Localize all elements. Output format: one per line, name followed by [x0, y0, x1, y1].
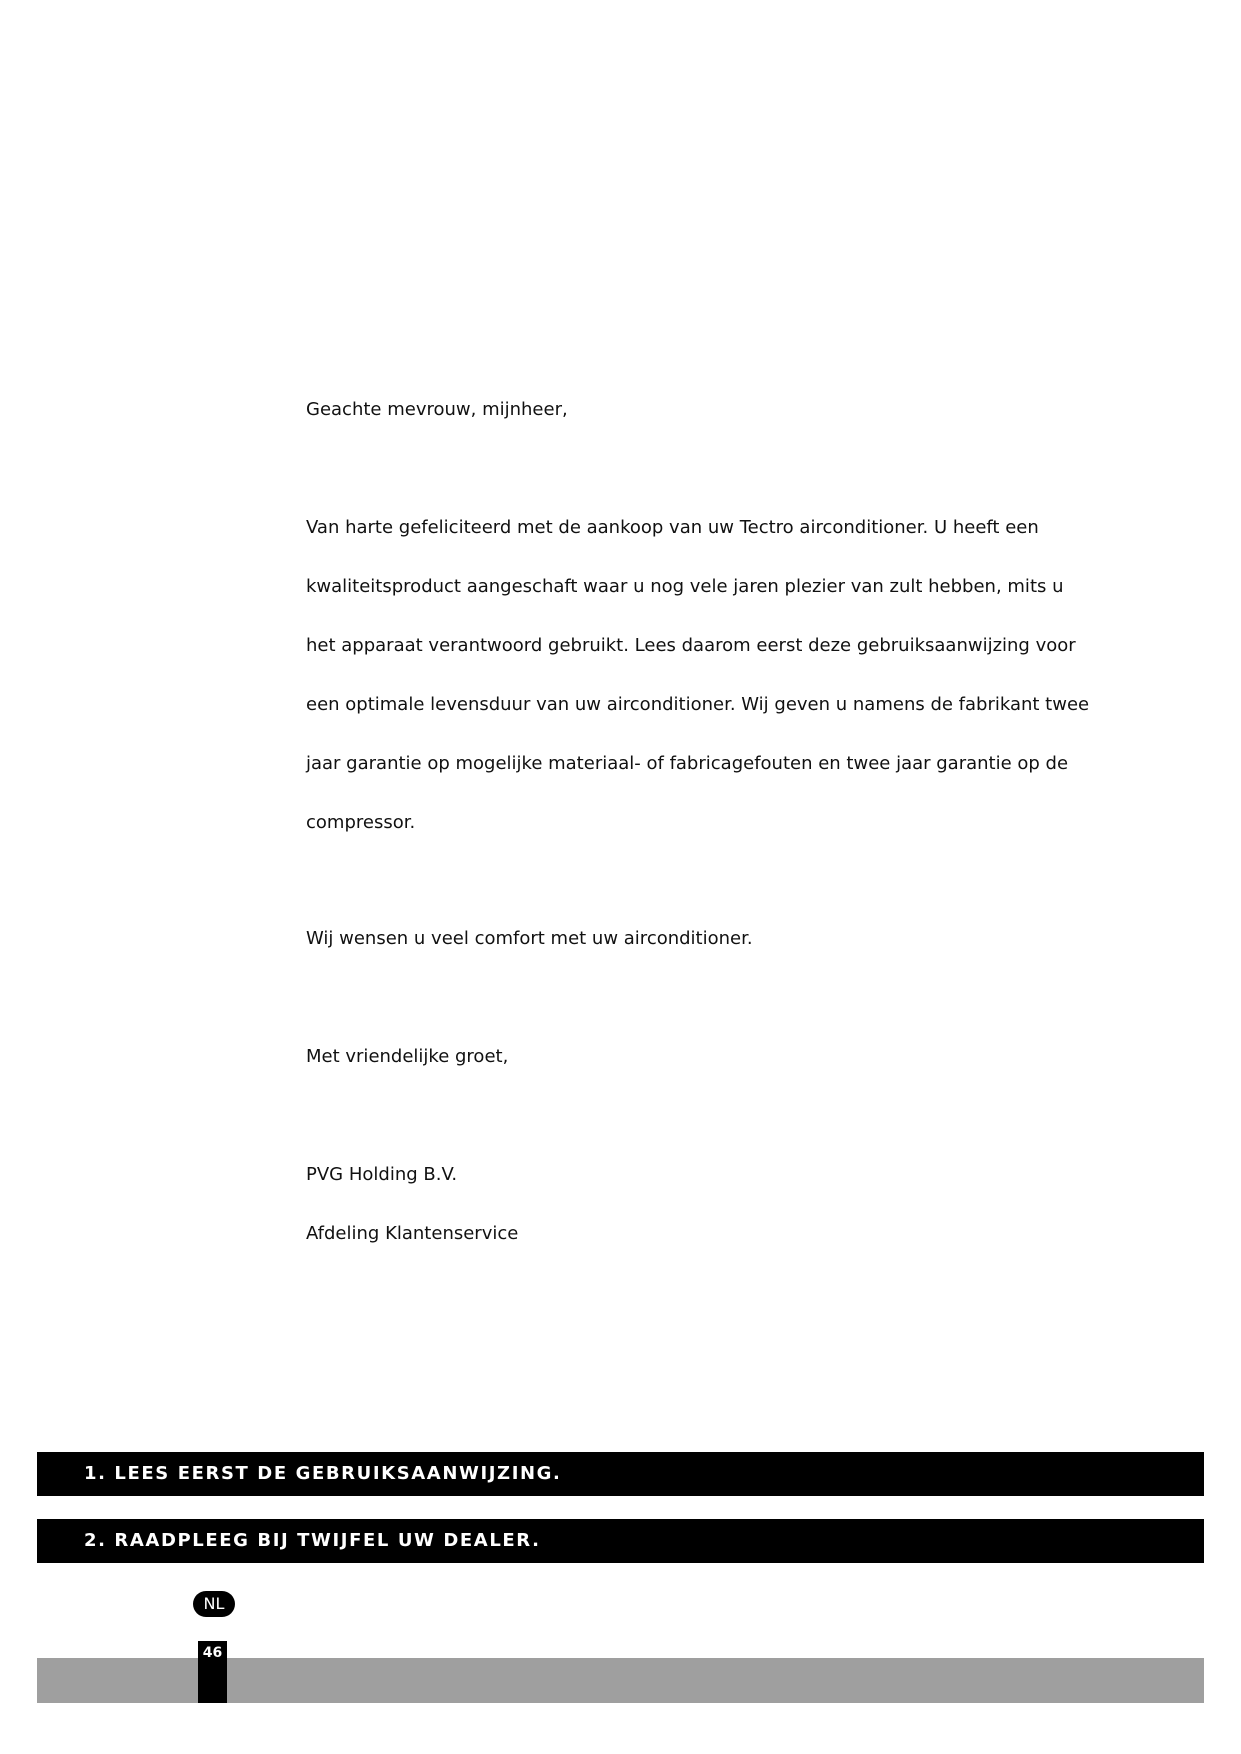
body-line-6: compressor.	[306, 812, 416, 833]
body-line-1: Van harte gefeliciteerd met de aankoop van uw Tectro airconditioner. U heeft een	[306, 517, 1039, 538]
page-number: 46	[202, 1645, 223, 1661]
language-badge: NL	[193, 1591, 235, 1617]
company-name: PVG Holding B.V.	[306, 1164, 458, 1185]
body-line-4: een optimale levensduur van uw airconditioner. Wij geven u namens de fabrikant twee	[306, 694, 1090, 715]
notice-bar-2	[37, 1519, 1204, 1563]
salutation: Geachte mevrouw, mijnheer,	[306, 399, 568, 420]
notice-text-2: 2. RAADPLEEG BIJ TWIJFEL UW DEALER.	[84, 1530, 541, 1551]
body-line-2: kwaliteitsproduct aangeschaft waar u nog vele jaren plezier van zult hebben, mits u	[306, 576, 1064, 597]
notice-text-1: 1. LEES EERST DE GEBRUIKSAANWIJZING.	[84, 1463, 562, 1484]
wish-line: Wij wensen u veel comfort met uw airconditioner.	[306, 928, 753, 949]
body-line-5: jaar garantie op mogelijke materiaal- of fabricagefouten en twee jaar garantie op de	[306, 753, 1069, 774]
department-name: Afdeling Klantenservice	[306, 1223, 519, 1244]
closing-line: Met vriendelijke groet,	[306, 1046, 509, 1067]
notice-bar-1	[37, 1452, 1204, 1496]
page-number-tab	[198, 1641, 227, 1703]
body-line-3: het apparaat verantwoord gebruikt. Lees daarom eerst deze gebruiksaanwijzing voor	[306, 635, 1076, 656]
